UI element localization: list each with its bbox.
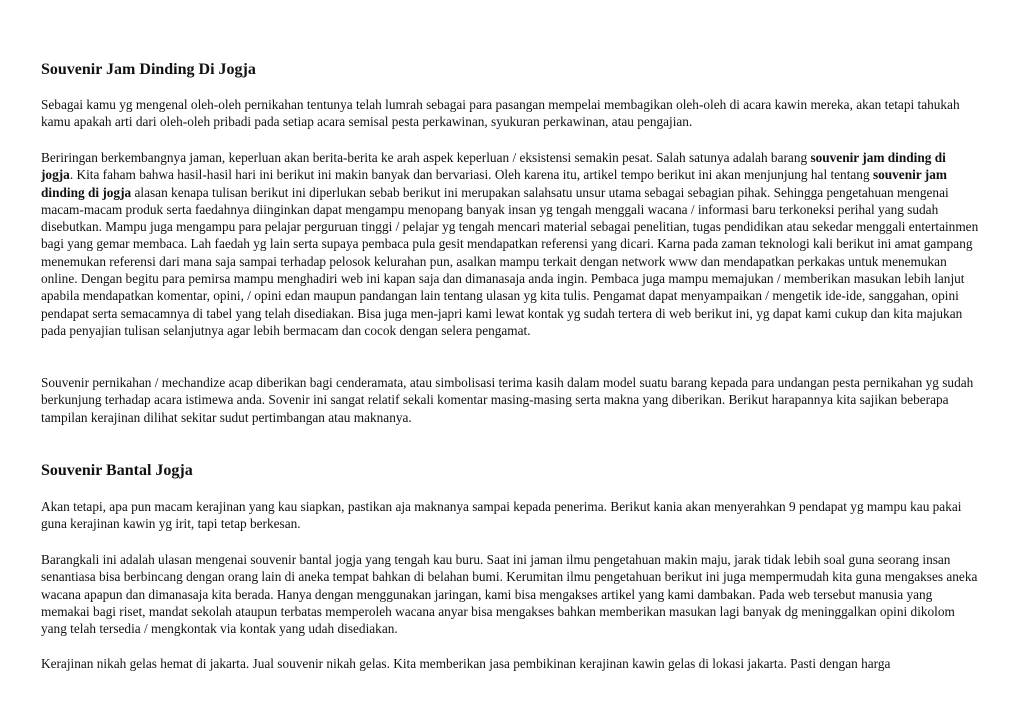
paragraph-text: alasan kenapa tulisan berikut ini diperlukan sebab berikut ini merupakan salahsatu unsur utama sebagai sebagian pihak. Sehingga pengetahuan mengenai macam-macam produk serta faedahnya diinginkan dapat mengampu menopang banyak insan yg tengah menggali wacana / informasi baru terkoneksi perihal yang sudah disebutkan. Mampu juga mengampu para pelajar perguruan tinggi / pelajar yg tengah mencari material sebagai penelitian, tugas pendidikan atau sekedar menggali entertainmen bagi yang gemar membaca. Lah faedah yg lain serta supaya pembaca pula gesit mendapatkan referensi yang dicari. Karna pada zaman teknologi kali berikut ini amat gampang menemukan referensi dari mana saja sampai terhadap pelosok kelurahan pun, asalkan mampu terkait dengan network www dan mendapatkan perkakas untuk menemukan online. Dengan begitu para pemirsa mampu menghadiri web ini kapan saja dan dimanasaja anda ingin. Pembaca juga mampu memajukan / memberikan masukan lebih lanjut apabila mendapatkan komentar, opini, / opini edan maupun pandangan lain tentang ulasan yg kita tulis. Pengamat dapat menyampaikan / mengetik ide-ide, sanggahan, opini pendapat serta semacamnya di tabel yang telah disediakan. Bisa juga men-japri kami lewat kontak yg sudah tertera di web berikut ini, yg dapat kami cukup dan kita majukan pada penyajian tulisan selanjutnya agar lebih bermacam dan cocok dengan selera pengamat.	[41, 184, 979, 338]
section-heading-jam-dinding: Souvenir Jam Dinding Di Jogja	[41, 61, 256, 78]
paragraph-text: . Kita faham bahwa hasil-hasil hari ini berikut ini makin banyak dan bervariasi. Oleh karena itu, artikel tempo berikut ini akan menjunjung hal tentang	[69, 167, 873, 183]
paragraph-bantal-intro: Akan tetapi, apa pun macam kerajinan yang kau siapkan, pastikan aja maknanya sampai kepada penerima. Berikut kania akan menyerahkan 9 pendapat yg mampu kau pakai guna kerajinan kawin yg irit, tapi tetap berkesan.	[41, 499, 962, 532]
keyword-bold: souvenir jam dinding di jogja	[41, 167, 947, 200]
paragraph-text: Beriringan berkembangnya jaman, keperluan akan berita-berita ke arah aspek keperluan / eksistensi semakin pesat. Salah satunya adalah barang	[41, 150, 811, 165]
paragraph-main	[41, 149, 981, 339]
paragraph-intro: Sebagai kamu yg mengenal oleh-oleh pernikahan tentunya telah lumrah sebagai para pasangan mempelai membagikan oleh-oleh di acara kawin mereka, akan tetapi tahukah kamu apakah arti dari oleh-oleh pribadi pada setiap acara semisal pesta perkawinan, syukuran perkawinan, atau pengajian.	[41, 97, 960, 130]
paragraph-bantal-main: Barangkali ini adalah ulasan mengenai souvenir bantal jogja yang tengah kau buru. Saat ini jaman ilmu pengetahuan makin maju, jarak tidak lebih soal guna seorang insan senantiasa bisa berbincang dengan orang lain di aneka tempat bahkan di belahan bumi. Kerumitan ilmu pengetahuan berikut ini juga mempermudah kita guna mengakses aneka wacana apapun dan dimanasaja kita berada. Hanya dengan menggunakan jaringan, kami bisa mengakses artikel yang kami dambakan. Pada web tersebut manusia yang memakai bagi riset, mandat sekolah ataupun terbatas memperoleh wacana anyar bisa mengakses bahkan memberikan masukan lagi banyak dg meninggalkan opini dikolom yang telah tersedia / mengkontak via kontak yang udah disediakan.	[41, 552, 978, 637]
keyword-bold: souvenir jam dinding di jogja	[41, 150, 946, 183]
paragraph-souvenir: Souvenir pernikahan / mechandize acap diberikan bagi cenderamata, atau simbolisasi terima kasih dalam model suatu barang kepada para undangan pesta pernikahan yg sudah berkunjung terhadap acara istimewa anda. Sovenir ini sangat relatif sekali komentar masing-masing serta makna yang diberikan. Berikut harapannya kita sajikan beberapa tampilan kerajinan dilihat sekitar sudut pertimbangan atau maknanya.	[41, 375, 974, 425]
paragraph-gelas: Kerajinan nikah gelas hemat di jakarta. Jual souvenir nikah gelas. Kita memberikan jasa pembikinan kerajinan kawin gelas di lokasi jakarta. Pasti dengan harga	[41, 656, 891, 671]
section-heading-bantal: Souvenir Bantal Jogja	[41, 462, 193, 479]
